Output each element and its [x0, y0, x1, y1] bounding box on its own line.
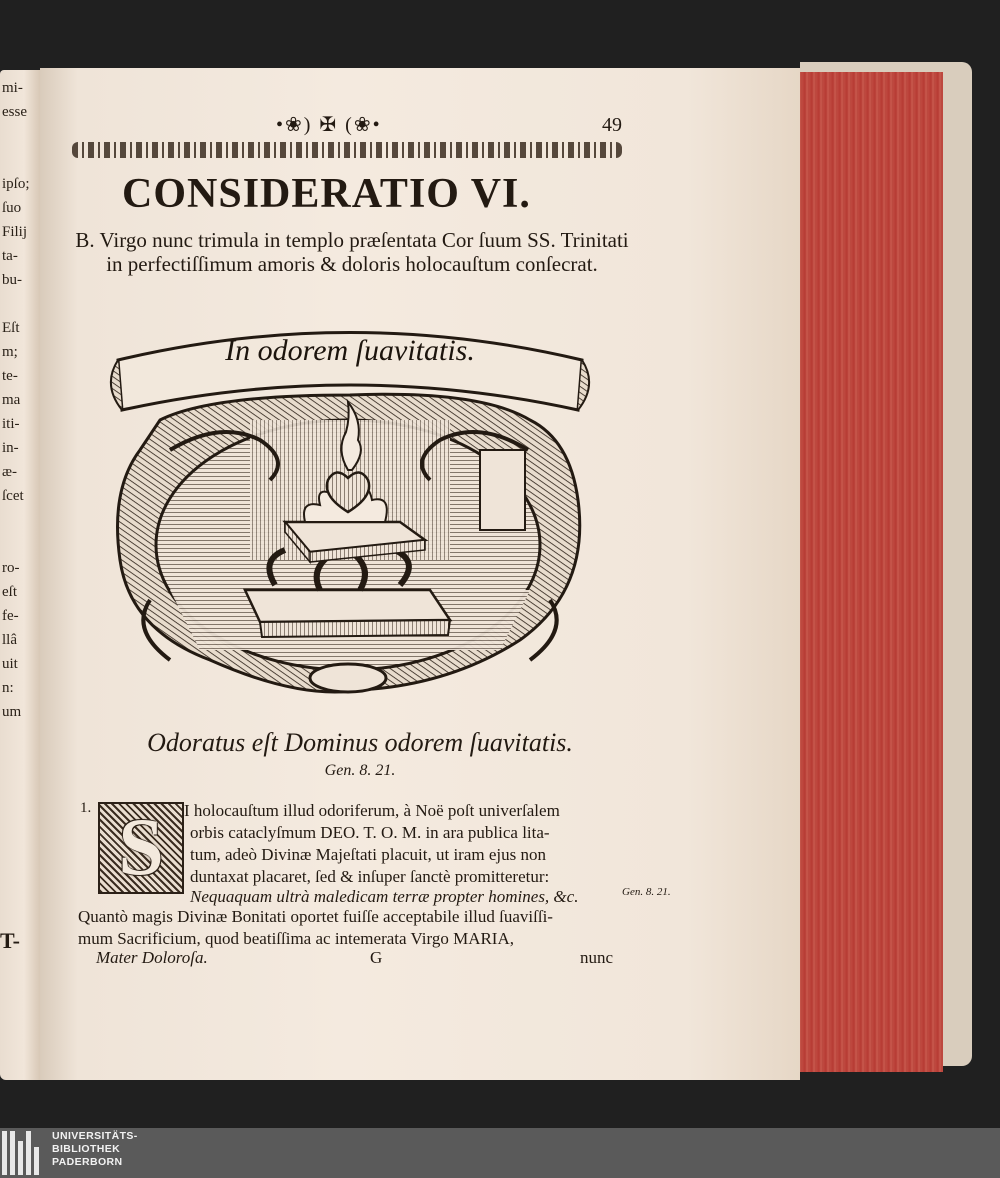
- left-page-fragment: uit: [2, 656, 18, 672]
- ornament-rule: [72, 142, 622, 158]
- left-page-fragment: bu-: [2, 272, 22, 288]
- left-page-fragment: ta-: [2, 248, 18, 264]
- left-page-fragment: ma: [2, 392, 21, 408]
- paragraph-number: 1.: [80, 800, 92, 816]
- left-page-fragment: mi-: [2, 80, 23, 96]
- page-title: CONSIDERATIO VI.: [122, 171, 531, 217]
- body-line-1: I holocauſtum illud odoriferum, à Noë poſt univerſalem: [184, 801, 560, 820]
- left-page-fragment: fe-: [2, 608, 19, 624]
- body-line-6: mum Sacrificium, quod beatiſſima ac intemerata Virgo MARIA,: [78, 929, 514, 948]
- scripture-reference: Gen. 8. 21.: [324, 762, 396, 779]
- library-logo-icon: [0, 1131, 46, 1175]
- left-page-fragment: m;: [2, 344, 18, 360]
- scripture-quote: Odoratus eſt Dominus odorem ſuavitatis.: [147, 728, 573, 757]
- library-footer-bar: [0, 1128, 1000, 1178]
- library-name: [52, 1130, 138, 1169]
- footer-left-text: Mater Doloroſa.: [96, 948, 208, 967]
- library-name-line-2: BIBLIOTHEK: [52, 1143, 121, 1155]
- decorated-initial: [98, 802, 184, 894]
- left-page-fragment: [2, 508, 38, 532]
- catchword: nunc: [580, 948, 614, 967]
- body-line-4: duntaxat placaret, ſed & inſuper ſanctè promitteretur:: [190, 867, 550, 886]
- signature-mark: G: [370, 948, 383, 967]
- library-name-line-1: UNIVERSITÄTS-: [52, 1130, 138, 1142]
- left-page-fragment: ipſo;: [2, 176, 30, 192]
- marginal-note: Gen. 8. 21.: [622, 886, 671, 898]
- left-page-fragment: æ-: [2, 464, 17, 480]
- left-page-fragment: iti-: [2, 416, 20, 432]
- left-page-fragment: llâ: [2, 632, 17, 648]
- left-page-fragment: ro-: [2, 560, 20, 576]
- page-subtitle: B. Virgo nunc trimula in templo præſentata Cor ſuum SS. Trinitati in perfectiſſimum amoris & doloris holocauſtum conſecrat.: [75, 228, 629, 276]
- left-page-fragment: Eſt: [2, 320, 20, 336]
- running-head: •❀) ✠ (❀•: [276, 114, 382, 136]
- left-page-fragment: eſt: [2, 584, 17, 600]
- library-name-line-3: PADERBORN: [52, 1156, 123, 1168]
- left-page-fragment: Filij: [2, 224, 28, 240]
- engraving-emblem: [100, 300, 600, 710]
- left-page-fragment: um: [2, 704, 22, 720]
- left-page-fragment: n:: [2, 680, 14, 696]
- left-page-fragment: [2, 532, 38, 556]
- left-page-fragment: te-: [2, 368, 18, 384]
- body-line-2: orbis cataclyſmum DEO. T. O. M. in ara publica lita-: [190, 823, 550, 842]
- left-page-fragment: [2, 148, 38, 172]
- body-line-5: Quantò magis Divinæ Bonitati oportet fuiſſe acceptabile illud ſuaviſſi-: [78, 907, 553, 926]
- body-quote-line: Nequaquam ultrà maledicam terræ propter homines, &c.: [190, 887, 579, 906]
- book-red-edge: [792, 72, 943, 1072]
- page-number: 49: [602, 114, 622, 136]
- left-page-fragment: ſcet: [2, 488, 24, 504]
- left-page-fragment: [2, 124, 38, 148]
- left-page-bottom-fragment: T-: [0, 928, 20, 953]
- left-page-text: [2, 76, 38, 724]
- left-page-fragment: [2, 292, 38, 316]
- emblem-motto: In odorem ſuavitatis.: [225, 334, 475, 367]
- decorated-initial-letter: S: [118, 801, 164, 892]
- body-line-3: tum, adeò Divinæ Majeſtati placuit, ut iram ejus non: [190, 845, 546, 864]
- left-page-fragment: in-: [2, 440, 19, 456]
- left-page-fragment: ſuo: [2, 200, 22, 216]
- left-page-fragment: esse: [2, 104, 27, 120]
